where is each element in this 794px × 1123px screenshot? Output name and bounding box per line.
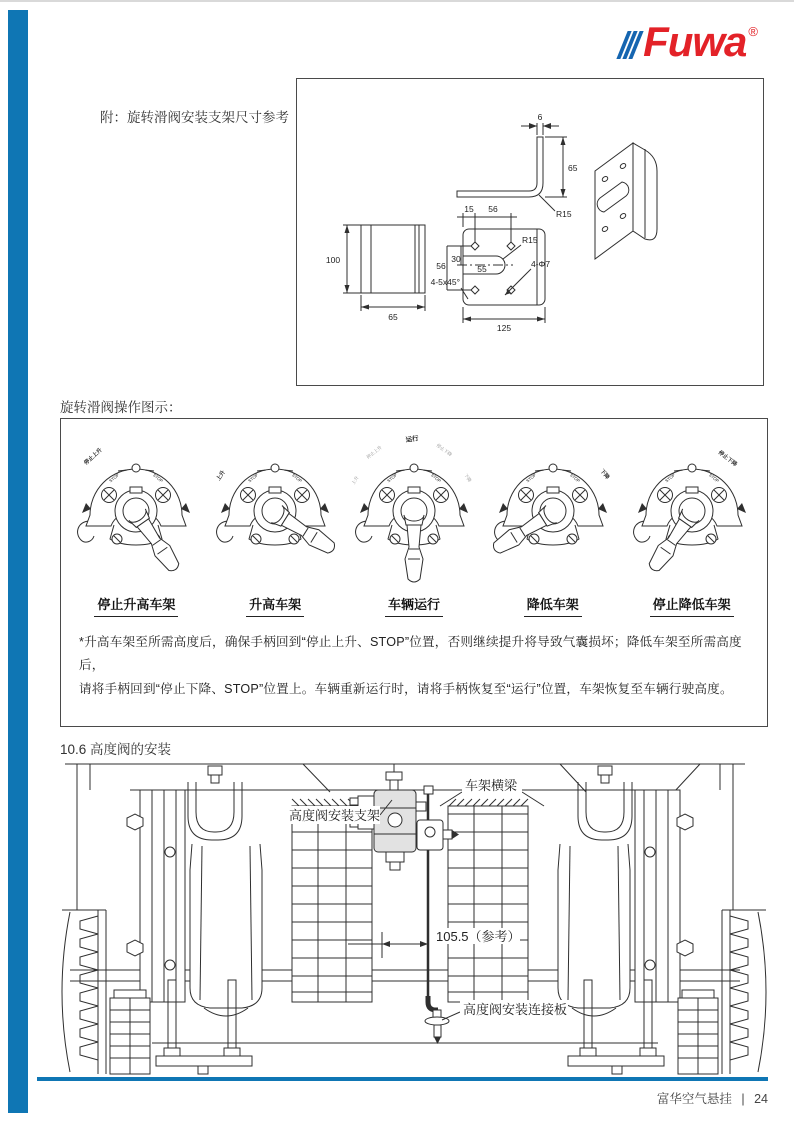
registered-mark: ®	[748, 24, 758, 39]
svg-text:停止下降: 停止下降	[716, 449, 738, 469]
air-spring-assembly-right	[448, 766, 693, 1074]
valve-position-label: 车辆运行	[385, 594, 443, 617]
height-valve-drawing	[40, 760, 770, 1076]
svg-text:55: 55	[477, 264, 487, 274]
svg-text:56: 56	[436, 261, 446, 271]
valve-position-label: 升高车架	[246, 594, 304, 617]
l-profile-view	[457, 112, 578, 219]
isometric-bracket-view	[595, 143, 657, 259]
valve-ops-heading: 旋转滑阀操作图示：	[60, 400, 182, 415]
valve-bracket-label: 高度阀安装支架	[289, 808, 381, 823]
suspension-underframe-drawing	[40, 760, 770, 1076]
callout-connection-plate	[442, 1000, 568, 1020]
valve-illustration	[626, 431, 758, 589]
footer-separator: |	[741, 1092, 745, 1106]
svg-text:100: 100	[325, 255, 341, 265]
svg-text:56: 56	[488, 204, 498, 214]
svg-text:4-Φ7: 4-Φ7	[531, 259, 551, 269]
page-footer	[651, 1089, 768, 1107]
footer-brand: 富华空气悬挂	[656, 1092, 732, 1106]
svg-text:4-5x45°: 4-5x45°	[430, 277, 460, 287]
logo-text: Fuwa	[643, 18, 747, 65]
valve-operation-box	[60, 418, 768, 727]
svg-text:下降: 下降	[463, 472, 473, 484]
operation-note-line1: *升高车架至所需高度后，确保手柄回到“停止上升、STOP”位置，否则继续提升将导致气囊损坏；降低车架至所需高度后，	[79, 635, 742, 673]
svg-text:65: 65	[388, 312, 398, 322]
valve-illustration	[70, 431, 202, 589]
callout-crossbeam	[440, 776, 544, 806]
valve-figure-run	[345, 431, 483, 617]
height-valve-heading: 10.6 高度阀的安装	[60, 742, 172, 757]
left-accent-bar	[8, 10, 28, 1113]
valve-position-label: 停止降低车架	[650, 594, 734, 617]
valve-figure-raise	[206, 431, 344, 617]
fuwa-logo	[622, 18, 758, 65]
logo-slashes-icon	[622, 31, 640, 59]
svg-text:上升: 上升	[215, 469, 228, 483]
wheel-right	[678, 910, 766, 1074]
valve-figure-stop-lower	[623, 431, 761, 617]
valve-illustration	[348, 431, 480, 589]
footer-rule	[37, 1077, 768, 1081]
svg-text:下降: 下降	[598, 468, 610, 481]
svg-text:R15: R15	[556, 209, 572, 219]
valve-position-label: 降低车架	[524, 594, 582, 617]
svg-text:停止上升: 停止上升	[83, 447, 105, 467]
connection-plate-label: 高度阀安装连接板	[463, 1002, 568, 1017]
svg-text:上升: 上升	[350, 475, 360, 486]
operation-note	[79, 631, 749, 701]
page-top-edge	[0, 0, 794, 2]
svg-text:65: 65	[568, 163, 578, 173]
dimension-label: 105.5（参考）	[436, 929, 521, 944]
svg-text:125: 125	[496, 323, 512, 333]
valve-figure-row	[61, 419, 767, 617]
valve-position-label: 停止升高车架	[94, 594, 178, 617]
wheel	[62, 910, 150, 1074]
footer-page-number: 24	[754, 1092, 768, 1106]
bracket-dimension-drawing	[297, 79, 763, 385]
crossbeam-label: 车架横梁	[465, 778, 518, 793]
svg-text:30: 30	[451, 254, 461, 264]
valve-illustration	[209, 431, 341, 589]
svg-text:运行: 运行	[405, 435, 420, 444]
valve-figure-stop-raise	[67, 431, 205, 617]
svg-text:15: 15	[464, 204, 474, 214]
svg-text:停止上升: 停止上升	[365, 444, 383, 460]
svg-text:停止下降: 停止下降	[435, 442, 453, 458]
bracket-drawing-box	[296, 78, 764, 386]
front-view	[431, 204, 551, 333]
operation-note-line2: 请将手柄回到“停止下降、STOP”位置上。车辆重新运行时，请将手柄恢复至“运行”位置，车架恢复至车辆行驶高度。	[79, 681, 733, 696]
svg-text:6: 6	[537, 112, 543, 122]
svg-text:R15: R15	[522, 235, 538, 245]
bracket-ref-heading: 附：旋转滑阀安装支架尺寸参考	[100, 110, 289, 125]
valve-figure-lower	[484, 431, 622, 617]
valve-illustration	[487, 431, 619, 589]
side-view	[326, 225, 425, 322]
